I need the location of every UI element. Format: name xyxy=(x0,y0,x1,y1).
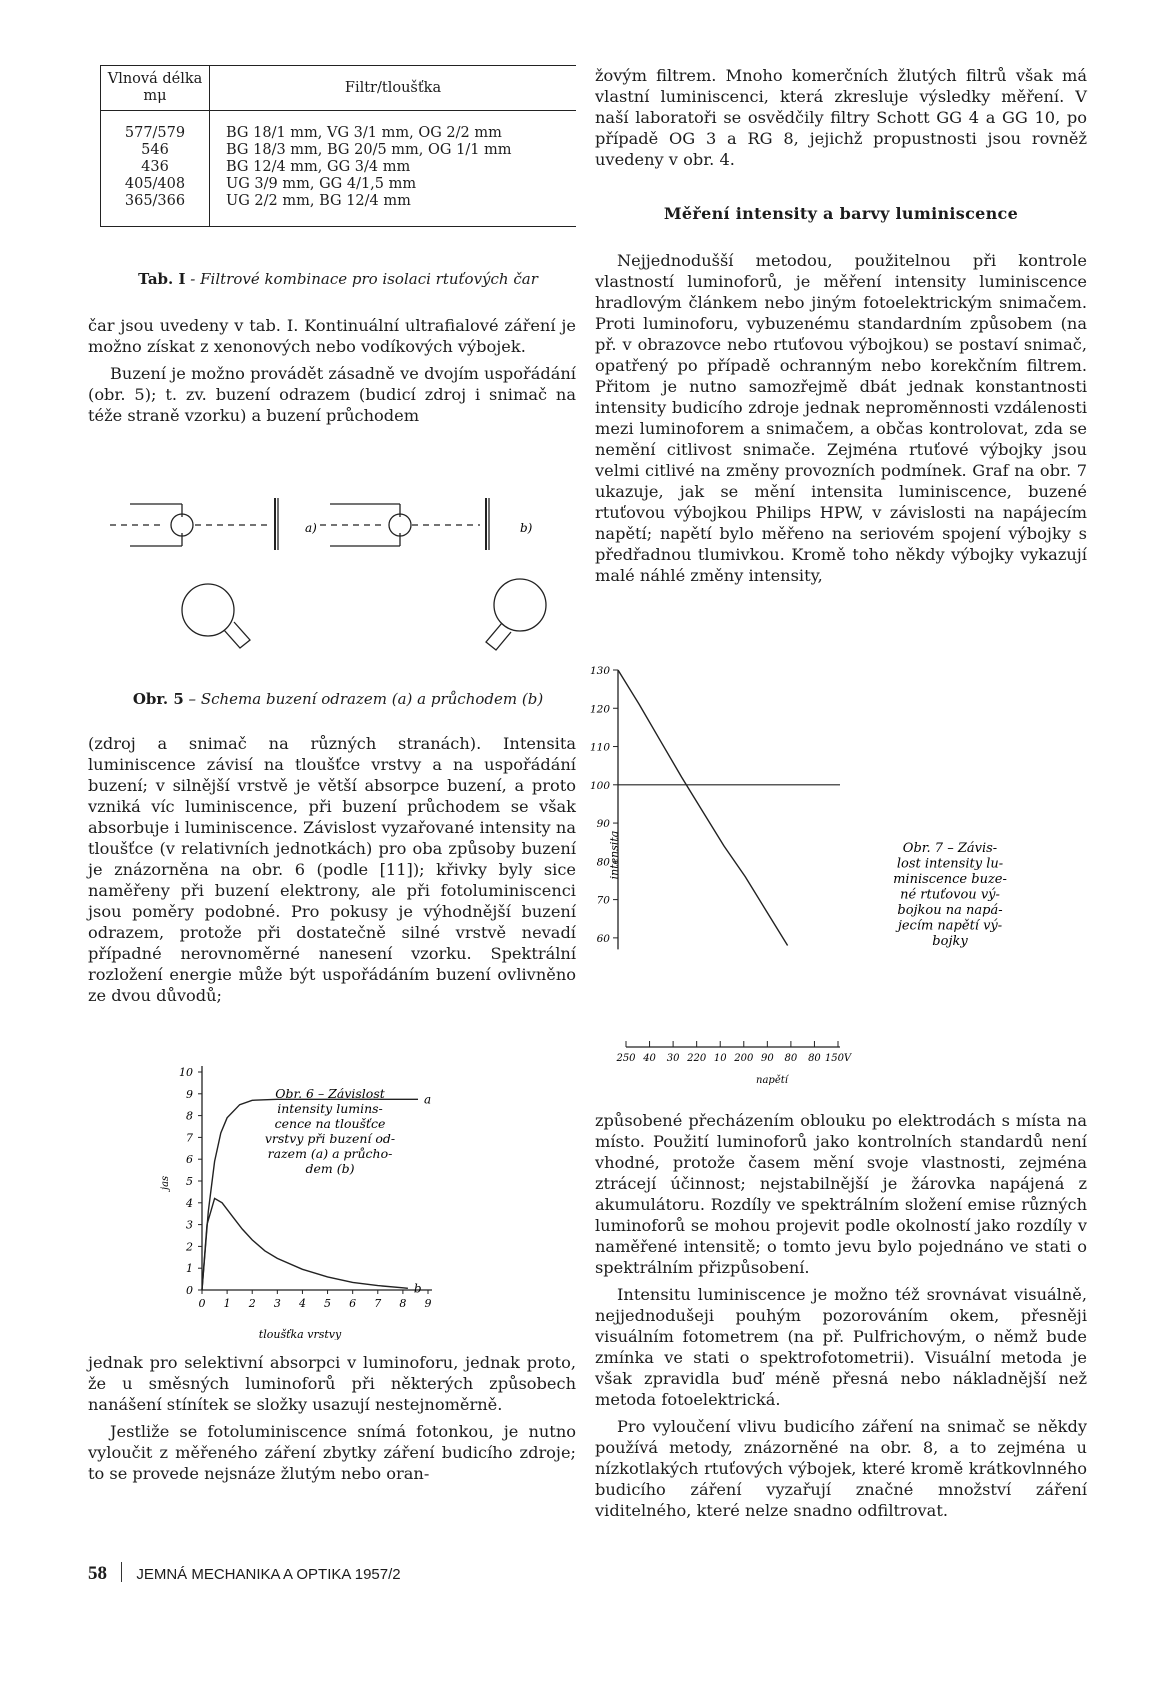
right-column-top xyxy=(595,65,1087,176)
fig7-x-tick-label: 10 xyxy=(713,1053,727,1064)
paragraph: Buzení je možno provádět zásadně ve dvojím uspořádání (obr. 5); t. zv. buzení odrazem (budicí zdroj i snimač na téže straně vzorku) a buzení průchodem xyxy=(88,364,576,425)
fig7-caption-line: lost intensity lu- xyxy=(896,856,1004,872)
paragraph: Jestliže se fotoluminiscence snímá fotonkou, je nutno vyloučit z měřeného záření zbytky záření budicího zdroje; to se provede nejsnáze žlutým nebo oran- xyxy=(88,1422,576,1483)
table-cell-wavelength: 546 xyxy=(101,142,210,159)
fig7-caption-line: Obr. 7 – Závis- xyxy=(902,841,998,856)
fig7-x-tick-label: 40 xyxy=(643,1053,656,1064)
fig5-label-a: a) xyxy=(305,521,317,535)
fig7-y-tick-label: 130 xyxy=(590,665,610,677)
fig7-caption-line: jecím napětí vý- xyxy=(897,918,1003,934)
figure-6-chart xyxy=(160,1050,480,1340)
table-cell-wavelength: 365/366 xyxy=(101,193,210,210)
fig6-x-label: tloušťka vrstvy xyxy=(258,1328,342,1340)
table-cell-filter: UG 3/9 mm, GG 4/1,5 mm xyxy=(226,176,417,192)
fig7-caption-line: né rtuťovou vý- xyxy=(900,887,1000,903)
fig6-caption-line: intensity lumins- xyxy=(277,1101,383,1116)
fig7-x-tick-label: 80 xyxy=(808,1053,821,1064)
fig6-y-tick-label: 8 xyxy=(186,1109,193,1123)
fig6-caption-line: razem (a) a průcho- xyxy=(267,1146,393,1161)
paragraph: Intensitu luminiscence je možno též srovnávat visuálně, nejjednodušeji pouhým pozorováním okem, přesněji visuálním fotometrem (na př. Pulfrichovým, o němž bude zmínka ve stati o spektrofotometrii). Visuální metoda je však zpravidla buď méně přesná nebo nákladnější než metoda fotoelektrická. xyxy=(595,1285,1087,1409)
filter-table-body xyxy=(101,125,577,210)
paragraph: jednak pro selektivní absorpci v luminoforu, jednak proto, že u směsných luminoforů při některých způsobech nanášení stínítek se složky usazují nestejnoměrně. xyxy=(88,1353,576,1414)
figure-7-chart xyxy=(590,655,1090,1085)
right-column-upper xyxy=(595,250,1087,592)
fig6-y-tick-label: 2 xyxy=(186,1240,193,1254)
figure-5-schematic xyxy=(100,490,570,680)
fig6-series-label: a xyxy=(423,1092,432,1107)
fig7-x-label: napětí xyxy=(756,1075,788,1085)
fig6-y-tick-label: 4 xyxy=(186,1196,193,1210)
table-row xyxy=(101,125,577,142)
fig7-x-tick-label: 90 xyxy=(760,1053,774,1064)
table-cell-wavelength: 405/408 xyxy=(101,176,210,193)
table-cell-filter: BG 12/4 mm, GG 3/4 mm xyxy=(226,159,411,175)
fig6-y-tick-label: 6 xyxy=(186,1153,193,1167)
fig7-caption-line: bojky xyxy=(932,934,968,949)
figure-7-caption xyxy=(893,841,1007,949)
fig6-x-tick-label: 3 xyxy=(273,1297,281,1310)
left-column-middle xyxy=(88,733,576,1012)
fig7-x-tick-label: 80 xyxy=(784,1053,798,1064)
table-row xyxy=(101,142,577,159)
fig7-x-tick-label: 250 xyxy=(616,1053,636,1064)
fig7-x-tick-label: 30 xyxy=(666,1053,680,1064)
fig6-y-tick-label: 3 xyxy=(186,1218,193,1232)
paragraph: žovým filtrem. Mnoho komerčních žlutých filtrů však má vlastní luminiscenci, která zkresluje výsledky měření. V naší laboratoři se osvědčily filtry Schott GG 4 a GG 10, po případě OG 3 a RG 8, jejichž propustnosti jsou rovněž uvedeny v obr. 4. xyxy=(595,66,1087,169)
fig6-y-tick-label: 10 xyxy=(179,1066,193,1079)
fig7-x-tick-label: 220 xyxy=(687,1053,707,1064)
paragraph: Pro vyloučení vlivu budicího záření na snimač se někdy používá metody, znázorněné na obr. 8, a to zejména u nízkotlakých rtuťových výbojek, které kromě krátkovlnného budicího záření vyzařují značné množství záření viditelného, které nelze snadno odfiltrovat. xyxy=(595,1417,1087,1520)
table-row xyxy=(101,159,577,176)
fig6-caption-line: Obr. 6 – Závislost xyxy=(275,1086,385,1101)
fig7-y-tick-label: 90 xyxy=(596,818,610,831)
fig7-caption-line: bojkou na napá- xyxy=(897,903,1003,918)
page-number: 58 xyxy=(88,1563,107,1584)
fig6-y-tick-label: 5 xyxy=(186,1175,193,1188)
left-column-top xyxy=(88,315,576,432)
paragraph: Nejjednodušší metodou, použitelnou při kontrole vlastností luminoforů, je měření intensity luminiscence hradlovým článkem nebo jiným fotoelektrickým snimačem. Proti luminoforu, vybuzenému standardním způsobem (na př. v obrazovce nebo rtuťovou výbojkou) se postaví snimač, opatřený po případě ochranným nebo korekčním filtrem. Přitom je nutno samozřejmě dbát jednak konstantnosti intensity budicího zdroje jednak neproměnnosti vzdálenosti mezi luminoforem a snimačem, a občas kontrolovat, zda se nemění citlivost snimače. Zejména rtuťové výbojky jsou velmi citlivé na změny provozních podmínek. Graf na obr. 7 ukazuje, jak se mění intensita luminiscence, buzené rtuťovou výbojkou Philips HPW, v závislosti na napájecím napětí; napětí bylo měřeno na seriovém spojení výbojky s předřadnou tlumivkou. Kromě toho někdy výbojky vykazují malé náhlé změny intensity, xyxy=(595,251,1087,585)
table-row xyxy=(101,193,577,210)
filter-table xyxy=(100,65,576,227)
fig7-series-line xyxy=(618,670,788,946)
fig6-y-tick-label: 0 xyxy=(186,1284,193,1297)
paragraph: (zdroj a snimač na různých stranách). Intensita luminiscence závisí na tloušťce vrstvy a na uspořádání buzení; v silnější vrstvě je větší absorpce buzení, a proto vzniká víc luminiscence, při buzení průchodem se však absorbuje i luminiscence. Závislost vyzařované intensity na tloušťce (v relativních jednotkách) pro oba způsoby buzení je znázorněna na obr. 6 (podle [11]); křivky byly sice naměřeny při buzení elektrony, ale při fotoluminiscenci jsou poměry podobné. Pro pokusy je výhodnější buzení odrazem, protože při dostatečně silné vrstvě nevadí případné nerovnoměrné nanesení vzorku. Spektrální rozložení energie může být uspořádáním buzení ovlivněno ze dvou důvodů; xyxy=(88,734,576,1005)
fig6-x-tick-label: 8 xyxy=(399,1297,407,1310)
fig6-x-tick-label: 2 xyxy=(248,1297,256,1310)
table-row xyxy=(101,176,577,193)
fig6-y-tick-label: 9 xyxy=(186,1087,193,1101)
section-heading: Měření intensity a barvy luminiscence xyxy=(663,204,1019,223)
fig6-x-tick-label: 9 xyxy=(424,1297,432,1310)
fig7-y-tick-label: 80 xyxy=(596,856,610,869)
fig7-y-tick-label: 110 xyxy=(590,741,610,754)
table-cell-filter: BG 18/3 mm, BG 20/5 mm, OG 1/1 mm xyxy=(226,142,512,158)
table-cell-wavelength: 577/579 xyxy=(101,125,210,142)
fig7-y-tick-label: 120 xyxy=(590,703,610,716)
fig6-x-tick-label: 7 xyxy=(374,1297,382,1310)
fig7-x-tick-label: 150V xyxy=(824,1053,852,1064)
table-cell-wavelength: 436 xyxy=(101,159,210,176)
fig6-x-tick-label: 6 xyxy=(349,1297,357,1310)
table-header-filter: Filtr/tloušťka xyxy=(344,79,442,96)
table-cell-filter: BG 18/1 mm, VG 3/1 mm, OG 2/2 mm xyxy=(226,125,502,141)
fig6-series-b-line xyxy=(202,1198,408,1290)
fig6-caption-line: vrstvy při buzení od- xyxy=(264,1131,396,1146)
figure-5-caption: Obr. 5 – Schema buzení odrazem (a) a průchodem (b) xyxy=(132,690,544,708)
paragraph: způsobené přecházením oblouku po elektrodách s místa na místo. Použití luminoforů jako kontrolních standardů není vhodné, protože časem mění svoje vlastnosti, zejména ztrácejí účinnost; nejstabilnější je žárovka napájená z akumulátoru. Rozdíly ve spektrálním složení emise různých luminoforů se mohou projevit podle okolností jako rozdíly v naměřené intensitě; o tomto jevu bylo pojednáno ve stati o spektrálním přizpůsobení. xyxy=(595,1111,1087,1277)
fig6-x-tick-label: 5 xyxy=(324,1297,332,1310)
fig7-caption-line: miniscence buze- xyxy=(893,872,1007,887)
left-column-bottom xyxy=(88,1352,576,1490)
fig6-y-label: jas xyxy=(160,1175,171,1190)
paragraph: čar jsou uvedeny v tab. I. Kontinuální ultrafialové záření je možno získat z xenonových nebo vodíkových výbojek. xyxy=(88,316,576,356)
table-cell-filter: UG 2/2 mm, BG 12/4 mm xyxy=(226,193,411,209)
table-caption: Tab. I - Filtrové kombinace pro isolaci rtuťových čar xyxy=(138,270,538,288)
fig7-y-tick-label: 70 xyxy=(596,894,610,907)
table-header-wavelength: Vlnová délka mμ xyxy=(101,66,210,111)
fig6-caption-line: dem (b) xyxy=(305,1161,355,1176)
fig7-x-tick-label: 200 xyxy=(734,1053,754,1064)
page-footer xyxy=(88,1562,401,1585)
fig6-series-label: b xyxy=(413,1281,422,1296)
fig6-x-tick-label: 1 xyxy=(223,1297,231,1310)
fig6-y-tick-label: 7 xyxy=(186,1131,193,1145)
fig6-y-tick-label: 1 xyxy=(186,1262,193,1276)
fig6-x-tick-label: 4 xyxy=(298,1297,306,1310)
fig7-y-tick-label: 100 xyxy=(590,779,610,792)
fig5-label-b: b) xyxy=(520,521,533,535)
journal-name: JEMNÁ MECHANIKA A OPTIKA 1957/2 xyxy=(136,1566,401,1583)
fig6-caption-line: cence na tloušťce xyxy=(274,1116,386,1131)
fig6-x-tick-label: 0 xyxy=(198,1297,206,1310)
fig7-y-tick-label: 60 xyxy=(596,932,610,945)
fig7-y-label: intensita xyxy=(608,830,621,880)
right-column-lower xyxy=(595,1110,1087,1527)
